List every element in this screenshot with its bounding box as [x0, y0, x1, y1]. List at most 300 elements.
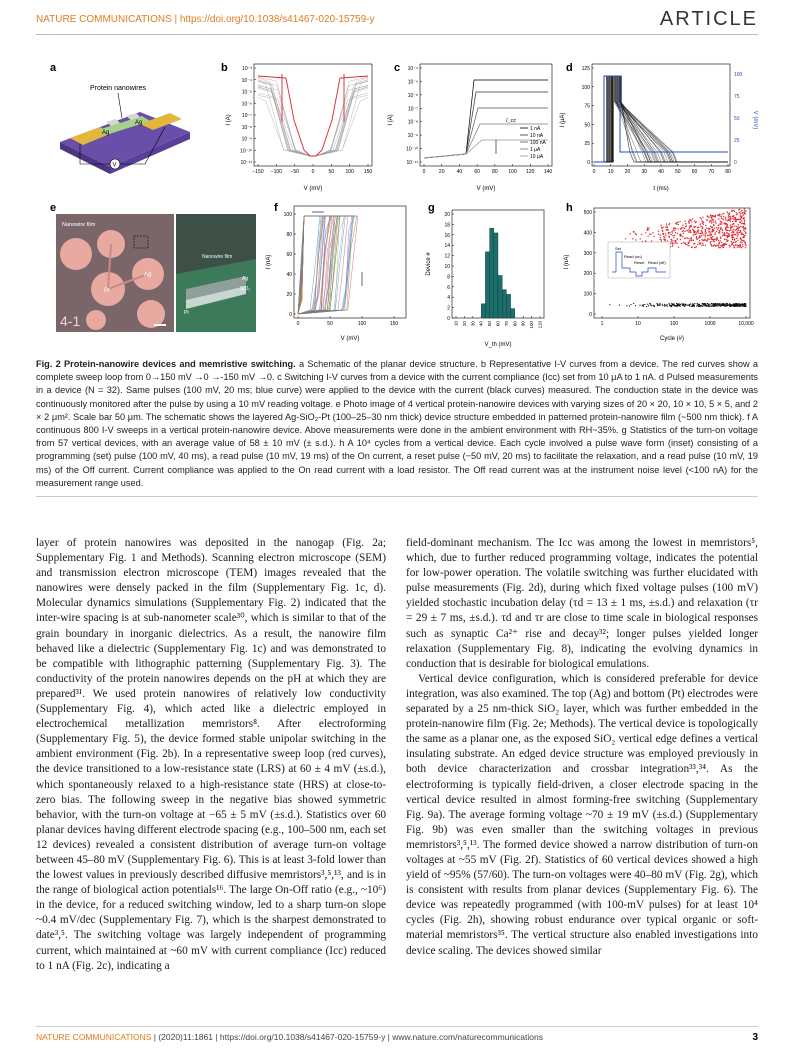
h-off-point [727, 304, 728, 305]
f-ytick-label: 20 [286, 292, 292, 298]
h-on-point [689, 219, 690, 220]
h-on-point [695, 226, 696, 227]
h-on-point [743, 211, 744, 212]
g-histogram-bar [481, 304, 485, 318]
h-on-point [718, 247, 719, 248]
h-on-point [728, 217, 729, 218]
h-on-point [691, 226, 692, 227]
h-on-point [720, 240, 721, 241]
e-inset-film: Nanowire film [202, 254, 233, 260]
h-off-point [673, 303, 674, 304]
b-ylabel: I (A) [226, 114, 232, 126]
h-xlabel: Cycle (#) [659, 336, 685, 342]
h-off-point [739, 306, 740, 307]
e-pt-label: Pt [104, 288, 110, 294]
h-on-point [744, 209, 745, 210]
h-on-point [632, 238, 633, 239]
h-on-point [733, 232, 734, 233]
h-off-point [717, 305, 718, 306]
h-off-point [619, 305, 620, 306]
g-ytick-label: 2 [447, 305, 450, 312]
c-xtick-label: 60 [474, 169, 480, 175]
h-on-point [684, 238, 685, 239]
panel-g-histogram [424, 202, 549, 350]
h-off-point [643, 304, 644, 305]
h-off-point [626, 305, 627, 306]
d-ytick-right-label: 100 [734, 72, 743, 78]
h-on-point [625, 238, 626, 239]
h-on-point [679, 221, 680, 222]
h-on-point [658, 234, 659, 235]
h-on-point [718, 232, 719, 233]
h-on-point [694, 227, 695, 228]
h-off-point [629, 305, 630, 306]
h-on-point [662, 233, 663, 234]
h-on-point [702, 231, 703, 232]
h-on-point [710, 242, 711, 243]
h-on-point [730, 228, 731, 229]
h-on-point [737, 235, 738, 236]
f-ytick-label: 80 [286, 232, 292, 238]
h-on-point [708, 235, 709, 236]
h-off-point [742, 303, 743, 304]
h-on-point [733, 242, 734, 243]
h-off-point [707, 306, 708, 307]
h-on-point [672, 242, 673, 243]
h-on-point [660, 225, 661, 226]
h-on-point [706, 232, 707, 233]
h-on-point [692, 218, 693, 219]
h-on-point [737, 213, 738, 214]
h-on-point [701, 235, 702, 236]
h-on-point [708, 216, 709, 217]
h-off-point [639, 305, 640, 306]
h-on-point [720, 247, 721, 248]
h-on-point [719, 213, 720, 214]
left-ag-label: Ag [102, 130, 110, 136]
h-on-point [736, 245, 737, 246]
h-off-point [736, 306, 737, 307]
h-on-point [671, 239, 672, 240]
h-on-point [732, 239, 733, 240]
h-on-point [710, 243, 711, 244]
h-off-point [718, 304, 719, 305]
g-xtick-label: 80 [512, 321, 518, 327]
journal-doi[interactable]: NATURE COMMUNICATIONS | https://doi.org/10.1038/s41467-020-15759-y [36, 14, 375, 25]
body-paragraph: field-dominant mechanism. The Icc was among the lowest in memristors⁵, which, due to further reduced programming voltage, indicates the potential for low-power operation. The volatile switching was further elucidated with pulse measurements (Fig. 2d), during which fixed voltage pulses (100 mV) yielded stochastic incubation delay (τd = 13 ± 1 ms, ±s.d.) and relaxation (τr = 29 ± 7 ms, ±s.d.). τd and τr are close to time scale in biological responses such as synaptic Ca²⁺ rise and decay³²; longer pulses yielded longer relaxation (Supplementary Fig. 8), indicating the evolving dynamics in conduction that is desirable for biological emulations. [406, 537, 758, 670]
h-on-point [665, 233, 666, 234]
footer-journal: NATURE COMMUNICATIONS [36, 1032, 152, 1042]
h-off-point [682, 305, 683, 306]
h-on-point [737, 228, 738, 229]
panel-f-sweep-chart [264, 202, 414, 344]
h-on-point [700, 224, 701, 225]
h-on-point [716, 237, 717, 238]
h-on-point [727, 237, 728, 238]
c-legend-label: 100 nA [530, 140, 546, 146]
h-off-point [708, 305, 709, 306]
h-on-point [651, 240, 652, 241]
h-on-point [742, 237, 743, 238]
h-on-point [688, 232, 689, 233]
h-on-point [698, 230, 699, 231]
d-ytick-right-label: 25 [734, 138, 740, 144]
h-on-point [735, 234, 736, 235]
f-ytick-label: 60 [286, 252, 292, 258]
h-on-point [702, 243, 703, 244]
h-on-point [688, 238, 689, 239]
h-ytick-label: 500 [583, 210, 592, 216]
h-on-point [734, 239, 735, 240]
page-footer [36, 1026, 758, 1042]
h-ytick-label: 300 [583, 250, 592, 257]
h-on-point [732, 216, 733, 217]
f-ytick-label: 0 [289, 312, 292, 318]
h-on-point [675, 241, 676, 242]
photo-pad-1 [60, 238, 92, 270]
g-xtick-label: 20 [461, 321, 467, 327]
h-off-point [701, 303, 702, 304]
h-on-point [721, 221, 722, 222]
e-inset-sio2: SiO₂ [240, 286, 251, 292]
h-on-point [743, 215, 744, 216]
h-on-point [691, 221, 692, 222]
h-on-point [672, 232, 673, 233]
h-off-point [647, 304, 648, 305]
h-off-point [694, 303, 695, 304]
h-on-point [744, 221, 745, 222]
h-on-point [725, 219, 726, 220]
h-on-point [684, 228, 685, 229]
h-on-point [703, 240, 704, 241]
h-on-point [713, 219, 714, 220]
panel-g-label: g [428, 202, 435, 214]
h-on-point [641, 234, 642, 235]
e-inset-ag: Ag [242, 276, 249, 282]
h-on-point [725, 224, 726, 225]
h-on-point [741, 233, 742, 234]
h-on-point [696, 238, 697, 239]
h-on-point [740, 230, 741, 231]
h-on-point [682, 225, 683, 226]
h-on-point [630, 233, 631, 234]
h-on-point [707, 238, 708, 239]
h-on-point [646, 230, 647, 231]
h-on-point [677, 222, 678, 223]
h-on-point [742, 213, 743, 214]
h-on-point [731, 235, 732, 236]
h-off-point [644, 304, 645, 305]
h-off-point [678, 305, 679, 306]
h-on-point [718, 240, 719, 241]
h-off-point [664, 304, 665, 305]
h-on-point [703, 224, 704, 225]
h-off-point [730, 306, 731, 307]
c-ytick-label: 10⁻¹¹ [406, 160, 418, 166]
c-ytick-label: 10⁻⁹ [407, 133, 418, 140]
h-on-point [730, 217, 731, 218]
h-off-point [654, 306, 655, 307]
h-off-point [689, 305, 690, 306]
h-off-point [681, 303, 682, 304]
h-off-point [684, 304, 685, 305]
h-off-point [711, 305, 712, 306]
h-off-point [738, 304, 739, 305]
h-on-point [743, 240, 744, 241]
panel-h-endurance-chart [562, 202, 758, 344]
h-on-point [705, 236, 706, 237]
b-ytick-label: 10⁻⁵ [241, 89, 252, 96]
h-off-point [715, 304, 716, 305]
h-on-point [714, 239, 715, 240]
c-ytick-label: 10⁻⁴ [407, 66, 418, 72]
h-on-point [719, 215, 720, 216]
h-off-point [657, 305, 658, 306]
b-xtick-label: −100 [270, 169, 282, 175]
h-on-point [718, 218, 719, 219]
h-on-point [737, 219, 738, 220]
h-on-point [701, 239, 702, 240]
h-off-point [726, 303, 727, 304]
h-on-point [714, 228, 715, 229]
h-off-point [688, 305, 689, 306]
g-ytick-label: 8 [447, 274, 450, 281]
h-off-point [684, 306, 685, 307]
d-xtick-label: 70 [708, 169, 715, 175]
c-legend-label: 10 nA [530, 133, 544, 139]
h-off-point [662, 304, 663, 305]
b-ytick-label: 10⁻⁶ [241, 101, 252, 108]
h-on-point [740, 246, 741, 247]
h-xtick-label: 10,000 [738, 321, 754, 327]
h-on-point [733, 229, 734, 230]
e-device-id: 4-1 [60, 313, 81, 329]
footer-citation: | (2020)11:1861 | https://doi.org/10.1038/s41467-020-15759-y | www.nature.com/naturecommunications [151, 1032, 543, 1042]
h-on-point [722, 214, 723, 215]
d-ytick-label: 100 [581, 84, 590, 91]
g-ytick-label: 0 [447, 316, 450, 322]
h-on-point [721, 242, 722, 243]
g-xtick-label: 40 [478, 321, 484, 327]
h-on-point [716, 231, 717, 232]
b-ytick-label: 10⁻⁴ [241, 77, 252, 84]
h-on-point [744, 220, 745, 221]
h-on-point [735, 221, 736, 222]
h-on-point [745, 228, 746, 229]
h-off-point [689, 304, 690, 305]
e-inset-pt: Pt [184, 310, 189, 316]
h-off-point [744, 304, 745, 305]
h-on-point [722, 229, 723, 230]
h-on-point [739, 212, 740, 213]
h-on-point [728, 215, 729, 216]
h-on-point [709, 229, 710, 230]
h-on-point [700, 217, 701, 218]
h-ytick-label: 0 [589, 312, 592, 318]
h-on-point [723, 213, 724, 214]
h-off-point [648, 305, 649, 306]
h-on-point [720, 228, 721, 229]
h-on-point [724, 235, 725, 236]
f-ylabel: I (nA) [266, 254, 272, 270]
h-off-point [667, 306, 668, 307]
h-on-point [740, 242, 741, 243]
h-off-point [649, 303, 650, 304]
f-xlabel: V (mV) [340, 336, 360, 342]
h-on-point [676, 224, 677, 225]
g-histogram-bar [494, 233, 498, 318]
h-off-point [705, 305, 706, 306]
h-inset-label: Read (off) [648, 260, 666, 265]
h-on-point [712, 231, 713, 232]
h-on-point [729, 246, 730, 247]
g-histogram-bar [485, 252, 489, 318]
h-on-point [736, 226, 737, 227]
h-on-point [635, 233, 636, 234]
h-on-point [704, 232, 705, 233]
c-ytick-label: 10⁻⁶ [407, 92, 418, 99]
h-off-point [646, 306, 647, 307]
g-histogram-bar [490, 228, 494, 318]
panel-e-label: e [50, 202, 57, 214]
h-on-point [742, 246, 743, 247]
g-xtick-label: 100 [529, 321, 535, 329]
h-off-point [708, 306, 709, 307]
d-xtick-label: 10 [607, 169, 614, 175]
h-on-point [721, 223, 722, 224]
h-off-point [630, 304, 631, 305]
h-on-point [702, 221, 703, 222]
h-on-point [691, 240, 692, 241]
h-on-point [640, 238, 641, 239]
b-ytick-label: 10⁻³ [242, 66, 252, 72]
g-ytick-label: 16 [444, 232, 450, 239]
h-on-point [696, 237, 697, 238]
h-on-point [705, 225, 706, 226]
f-xtick-label: 50 [327, 321, 333, 327]
h-on-point [716, 227, 717, 228]
h-on-point [666, 229, 667, 230]
h-on-point [726, 239, 727, 240]
h-on-point [701, 223, 702, 224]
article-label: ARTICLE [659, 8, 758, 30]
h-on-point [729, 212, 730, 213]
h-off-point [744, 306, 745, 307]
h-on-point [733, 210, 734, 211]
h-on-point [699, 240, 700, 241]
h-on-point [730, 221, 731, 222]
h-on-point [689, 223, 690, 224]
h-on-point [700, 226, 701, 227]
h-on-point [682, 231, 683, 232]
c-xtick-label: 40 [456, 169, 463, 175]
h-on-point [702, 217, 703, 218]
h-off-point [642, 305, 643, 306]
h-off-point [653, 305, 654, 306]
figure-caption [36, 358, 758, 497]
h-on-point [723, 232, 724, 233]
h-on-point [699, 235, 700, 236]
panel-a-schematic [50, 72, 200, 182]
h-on-point [727, 211, 728, 212]
h-on-point [727, 230, 728, 231]
h-on-point [677, 239, 678, 240]
h-on-point [683, 233, 684, 234]
h-on-point [676, 243, 677, 244]
h-on-point [725, 244, 726, 245]
b-xtick-label: 100 [345, 169, 354, 175]
h-on-point [733, 215, 734, 216]
h-on-point [713, 241, 714, 242]
h-off-point [673, 305, 674, 306]
panel-f-label: f [274, 202, 278, 214]
h-on-point [710, 216, 711, 217]
h-on-point [669, 223, 670, 224]
h-off-point [735, 304, 736, 305]
h-on-point [734, 226, 735, 227]
h-on-point [692, 229, 693, 230]
h-on-point [731, 210, 732, 211]
h-on-point [713, 215, 714, 216]
h-on-point [742, 240, 743, 241]
h-on-point [687, 244, 688, 245]
h-on-point [718, 225, 719, 226]
h-on-point [660, 237, 661, 238]
h-on-point [672, 246, 673, 247]
h-on-point [713, 245, 714, 246]
h-on-point [739, 221, 740, 222]
h-on-point [669, 232, 670, 233]
h-on-point [715, 221, 716, 222]
h-on-point [665, 239, 666, 240]
h-on-point [726, 225, 727, 226]
f-xtick-label: 0 [296, 321, 300, 327]
c-ytick-label: 10⁻⁷ [407, 106, 418, 113]
c-xlabel: V (mV) [476, 186, 496, 192]
d-xtick-label: 0 [592, 169, 596, 175]
h-off-point [676, 306, 677, 307]
h-on-point [711, 221, 712, 222]
h-on-point [742, 223, 743, 224]
h-on-point [714, 244, 715, 245]
g-histogram-bar [506, 294, 510, 318]
h-on-point [725, 227, 726, 228]
h-off-point [723, 303, 724, 304]
h-on-point [732, 224, 733, 225]
h-on-point [653, 236, 654, 237]
h-on-point [722, 235, 723, 236]
h-on-point [677, 228, 678, 229]
b-xtick-label: 50 [328, 169, 335, 175]
h-on-point [739, 244, 740, 245]
c-xtick-label: 0 [422, 169, 426, 175]
d-ytick-right-label: 0 [734, 160, 737, 166]
h-on-point [706, 219, 707, 220]
h-on-point [737, 240, 738, 241]
h-on-point [663, 227, 664, 228]
b-xtick-label: 150 [363, 169, 373, 175]
h-xtick-label: 100 [669, 321, 679, 327]
h-on-point [741, 217, 742, 218]
d-ylabel-right: V (mV) [752, 110, 758, 130]
h-off-point [724, 303, 725, 304]
d-ytick-right-label: 75 [734, 94, 740, 100]
nanowires-label: Protein nanowires [90, 85, 147, 92]
h-on-point [647, 236, 648, 237]
h-on-point [743, 234, 744, 235]
h-on-point [670, 234, 671, 235]
c-ylabel: I (A) [388, 114, 394, 126]
